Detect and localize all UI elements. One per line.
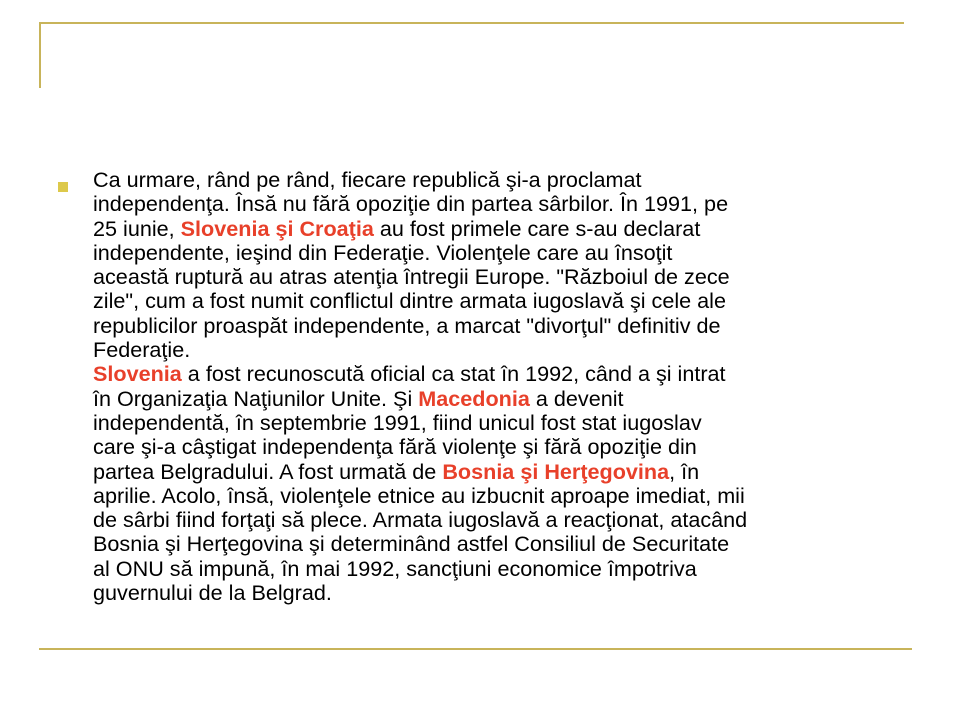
text-run: a fost recunoscută oficial ca stat în 1992, când a şi intrat (181, 361, 726, 387)
bottom-frame-line (39, 648, 912, 650)
paragraph-line (93, 508, 918, 532)
paragraph-line (93, 192, 918, 216)
text-run: partea Belgradului. A fost urmată de (93, 458, 443, 484)
paragraph-line (93, 168, 918, 192)
paragraph-line (93, 241, 918, 265)
paragraph-line (93, 581, 918, 605)
top-frame-line (39, 22, 904, 24)
paragraph-line (93, 435, 918, 459)
text-run: 25 iunie, (93, 215, 181, 241)
text-run: în Organizaţia Naţiunilor Unite. Şi (93, 385, 419, 411)
bullet-item (58, 168, 918, 605)
bullet-paragraph (93, 168, 918, 605)
left-frame-line (39, 22, 41, 88)
text-run: au fost primele care s-au declarat (373, 215, 701, 241)
highlighted-country-name: Slovenia (93, 361, 182, 387)
square-bullet-icon (58, 182, 68, 192)
text-run: al ONU să impună, în mai 1992, sancţiuni economice împotriva (93, 555, 697, 581)
paragraph-line (93, 411, 918, 435)
text-run: guvernului de la Belgrad. (93, 580, 332, 606)
slide-content (58, 168, 918, 605)
paragraph-line (93, 557, 918, 581)
paragraph-line (93, 314, 918, 338)
paragraph-line (93, 387, 918, 411)
text-run: republicilor proaspăt independente, a marcat "divorţul" definitiv de (93, 312, 721, 338)
text-run: Bosnia şi Herţegovina şi determinând astfel Consiliul de Securitate (93, 531, 730, 557)
highlighted-country-name: Bosnia şi Herţegovina (442, 458, 670, 484)
text-run: a devenit (529, 385, 624, 411)
text-run: care şi-a câştigat independenţa fără violenţe şi fără opoziţie din (93, 434, 697, 460)
paragraph-line (93, 289, 918, 313)
text-run: independenţa. Însă nu fără opoziţie din partea sârbilor. În 1991, pe (93, 191, 729, 217)
paragraph-line (93, 460, 918, 484)
highlighted-country-name: Slovenia şi Croaţia (180, 215, 374, 241)
text-run: Ca urmare, rând pe rând, fiecare republică şi-a proclamat (93, 167, 642, 192)
paragraph-line (93, 265, 918, 289)
paragraph-line (93, 484, 918, 508)
text-run: această ruptură au atras atenţia întregii Europe. "Războiul de zece (93, 264, 730, 290)
text-run: aprilie. Acolo, însă, violenţele etnice au izbucnit aproape imediat, mii (93, 482, 745, 508)
text-run: Federaţie. (93, 337, 191, 363)
text-run: independente, ieşind din Federaţie. Violenţele care au însoţit (93, 239, 673, 265)
paragraph-line (93, 362, 918, 386)
text-run: independentă, în septembrie 1991, fiind unicul fost stat iugoslav (93, 409, 702, 435)
paragraph-line (93, 532, 918, 556)
text-run: zile", cum a fost numit conflictul dintre armata iugoslavă şi cele ale (93, 288, 726, 314)
paragraph-line (93, 217, 918, 241)
text-run: de sârbi fiind forţaţi să plece. Armata iugoslavă a reacţionat, atacând (93, 507, 748, 533)
paragraph-line (93, 338, 918, 362)
text-run: , în (669, 458, 700, 484)
highlighted-country-name: Macedonia (418, 385, 530, 411)
